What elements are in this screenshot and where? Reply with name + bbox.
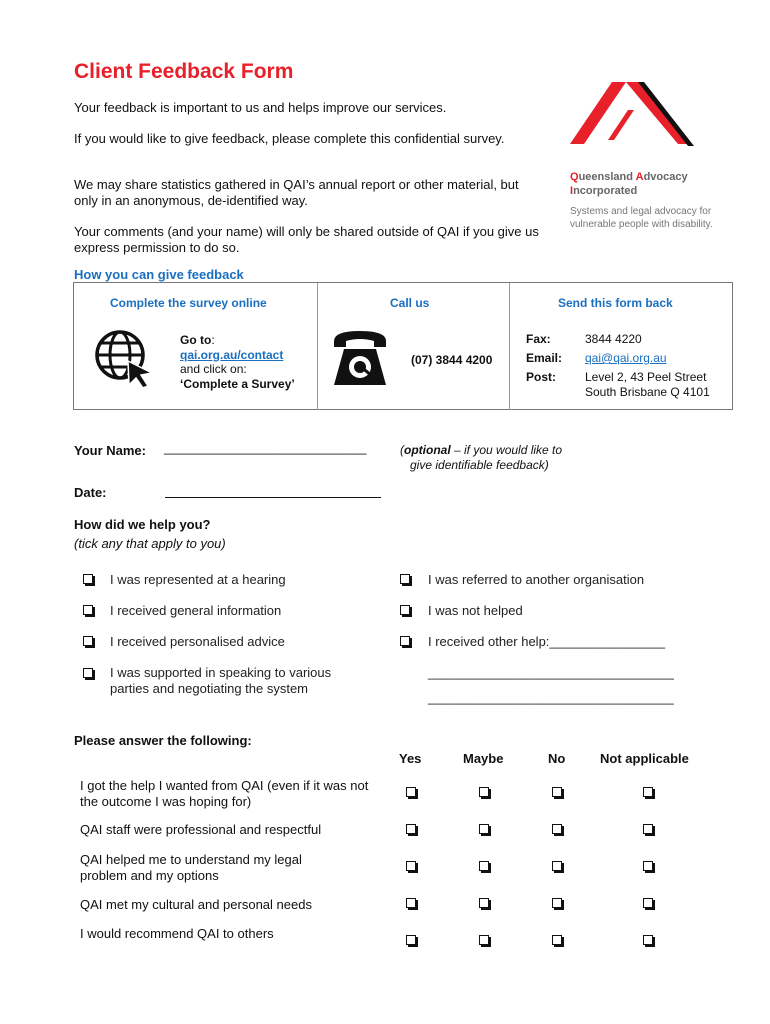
name-field[interactable]: ____________________________ <box>164 440 367 455</box>
answer-checkbox[interactable] <box>643 861 653 871</box>
help-checkbox[interactable] <box>83 636 93 646</box>
grid-heading: Please answer the following: <box>74 733 252 748</box>
org-tagline: Systems and legal advocacy for vulnerable people with disability. <box>570 206 713 230</box>
help-checkbox[interactable] <box>83 605 93 615</box>
answer-checkbox[interactable] <box>552 861 562 871</box>
intro-paragraph-2: If you would like to give feedback, please complete this confidential survey. <box>74 131 505 146</box>
fax-number: 3844 4220 <box>585 332 642 346</box>
column-maybe: Maybe <box>463 751 504 766</box>
answer-checkbox[interactable] <box>406 935 416 945</box>
answer-checkbox[interactable] <box>479 787 489 797</box>
how-feedback-heading: How you can give feedback <box>74 267 244 282</box>
online-header: Complete the survey online <box>110 296 267 310</box>
qai-logo-icon <box>568 80 694 154</box>
help-checkbox[interactable] <box>400 636 410 646</box>
fax-label: Fax: <box>526 332 551 346</box>
help-checkbox[interactable] <box>83 668 93 678</box>
other-help-line[interactable]: __________________________________ <box>428 690 674 705</box>
other-help-line[interactable]: __________________________________ <box>428 665 674 680</box>
org-name: Queensland Advocacy Incorporated <box>570 171 688 197</box>
answer-checkbox[interactable] <box>479 935 489 945</box>
date-field[interactable] <box>165 497 381 498</box>
name-label: Your Name: <box>74 443 146 458</box>
email-label: Email: <box>526 351 563 365</box>
question-4: QAI met my cultural and personal needs <box>80 897 312 912</box>
help-option: I was referred to another organisation <box>428 572 645 587</box>
answer-checkbox[interactable] <box>552 935 562 945</box>
date-label: Date: <box>74 485 107 500</box>
question-1: I got the help I wanted from QAI (even if it was not the outcome I was hoping for) <box>80 778 369 809</box>
answer-checkbox[interactable] <box>552 898 562 908</box>
column-divider <box>317 283 318 410</box>
email-link[interactable]: qai@qai.org.au <box>585 351 667 365</box>
answer-checkbox[interactable] <box>643 898 653 908</box>
help-heading: How did we help you? <box>74 517 211 532</box>
answer-checkbox[interactable] <box>643 824 653 834</box>
answer-checkbox[interactable] <box>406 861 416 871</box>
help-option: I was supported in speaking to various parties and negotiating the system <box>110 665 332 696</box>
post-label: Post: <box>526 370 556 384</box>
answer-checkbox[interactable] <box>552 787 562 797</box>
form-title: Client Feedback Form <box>74 60 294 83</box>
column-yes: Yes <box>399 751 422 766</box>
help-checkbox[interactable] <box>83 574 93 584</box>
question-3: QAI helped me to understand my legal problem and my options <box>80 852 302 883</box>
help-option: I was not helped <box>428 603 523 618</box>
answer-checkbox[interactable] <box>479 898 489 908</box>
feedback-methods-box <box>73 282 733 410</box>
name-optional-note: (optional – if you would like to give identifiable feedback) <box>400 443 563 472</box>
column-not-applicable: Not applicable <box>600 751 689 766</box>
intro-paragraph-4: Your comments (and your name) will only be shared outside of QAI if you give us express permission to do so. <box>74 224 539 255</box>
help-option: I received other help:________________ <box>428 634 666 649</box>
online-instructions: Go to: qai.org.au/contact and click on: ‘Complete a Survey’ <box>180 333 295 391</box>
answer-checkbox[interactable] <box>643 787 653 797</box>
answer-checkbox[interactable] <box>406 824 416 834</box>
answer-checkbox[interactable] <box>406 787 416 797</box>
help-checkbox[interactable] <box>400 605 410 615</box>
survey-link[interactable]: qai.org.au/contact <box>180 347 284 362</box>
question-2: QAI staff were professional and respectful <box>80 822 322 837</box>
send-header: Send this form back <box>558 296 673 310</box>
intro-paragraph-1: Your feedback is important to us and helps improve our services. <box>74 100 447 115</box>
help-option: I received personalised advice <box>110 634 285 649</box>
telephone-icon <box>330 327 390 389</box>
globe-cursor-icon <box>94 329 156 389</box>
answer-checkbox[interactable] <box>406 898 416 908</box>
intro-paragraph-3: We may share statistics gathered in QAI’s annual report or other material, but only in an anonymous, de-identified way. <box>74 177 519 208</box>
help-option: I was represented at a hearing <box>110 572 286 587</box>
column-divider <box>509 283 510 410</box>
help-subheading: (tick any that apply to you) <box>74 536 226 551</box>
answer-checkbox[interactable] <box>479 824 489 834</box>
answer-checkbox[interactable] <box>643 935 653 945</box>
answer-checkbox[interactable] <box>552 824 562 834</box>
question-5: I would recommend QAI to others <box>80 926 274 941</box>
help-option: I received general information <box>110 603 282 618</box>
help-checkbox[interactable] <box>400 574 410 584</box>
column-no: No <box>548 751 566 766</box>
answer-checkbox[interactable] <box>479 861 489 871</box>
post-address: Level 2, 43 Peel Street South Brisbane Q 4101 <box>585 370 710 399</box>
phone-number: (07) 3844 4200 <box>411 353 493 367</box>
call-header: Call us <box>390 296 430 310</box>
